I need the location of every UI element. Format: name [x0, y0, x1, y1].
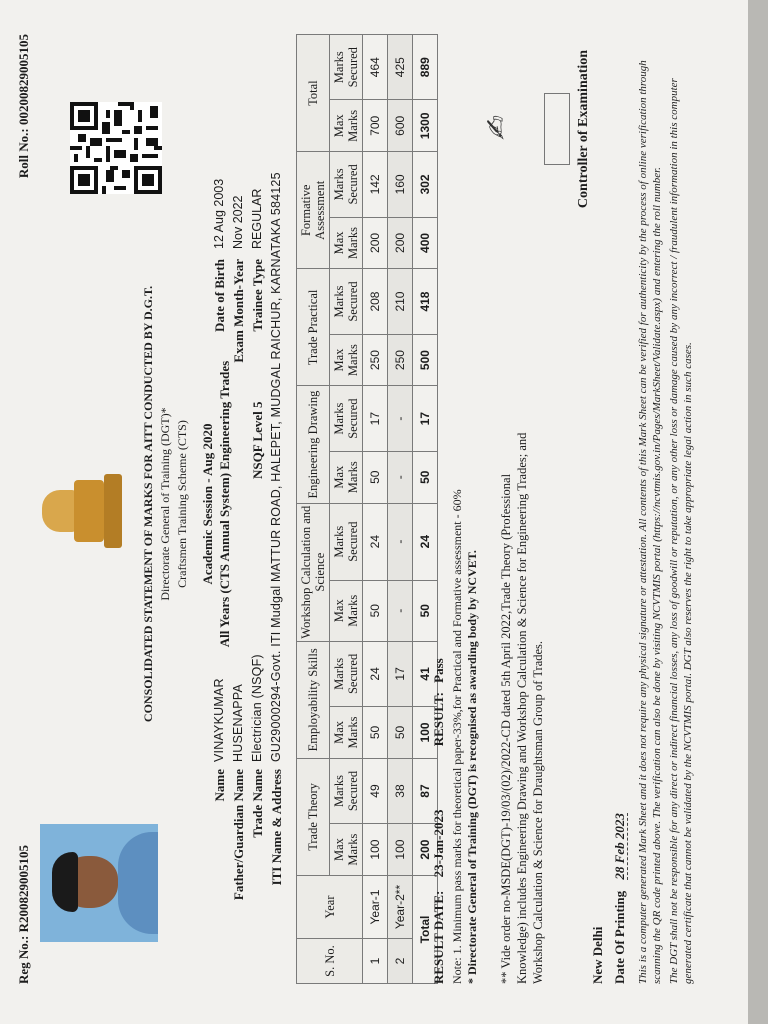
cell: 50 — [413, 451, 438, 503]
cell-year: Year-2** — [388, 876, 413, 939]
father-name: HUSENAPPA — [231, 684, 245, 762]
result-line — [430, 34, 448, 984]
nsqf-label: NSQF Level — [250, 411, 265, 479]
cell: 50 — [388, 707, 413, 759]
cell: 208 — [363, 269, 388, 334]
vide-order-note: ** Vide order no-MSDE(DGT)-19/03/(02)/2022-CD dated 5th April 2022,Trade Theory (Professional Knowledge) includes Engineering Drawing and Workshop Calculation & Science for Engineering Trades; and Workshop Calculation & Science for Draughtsman Group of Trades. — [499, 432, 545, 984]
trainee-label: Trainee Type — [250, 259, 265, 332]
table-sub-header — [330, 35, 363, 984]
signature-block — [480, 34, 592, 224]
nsqf-value: 5 — [250, 401, 265, 408]
sub-secured: Marks Secured — [330, 269, 363, 334]
cell: 500 — [413, 334, 438, 386]
seal-stamp-icon — [544, 93, 570, 165]
registration-number: Reg No.: R200829005105 — [16, 844, 31, 984]
cell: 24 — [363, 641, 388, 706]
result-date: 23-Jan-2023 — [431, 809, 446, 878]
sub-secured: Marks Secured — [330, 758, 363, 823]
cell: 250 — [363, 334, 388, 386]
cell: 700 — [363, 100, 388, 152]
pass-marks-note: Note: 1. Minimum pass marks for theoretical paper-33%,for Practical and Formative assessment - 60% — [450, 489, 464, 984]
father-label: Father/Guardian Name — [231, 769, 246, 901]
cell-sno: 2 — [388, 939, 413, 984]
table-row — [363, 35, 388, 984]
cell: - — [388, 451, 413, 503]
result-label: RESULT: — [431, 692, 446, 747]
cell: 50 — [363, 451, 388, 503]
cell: 17 — [363, 386, 388, 451]
cell: 87 — [413, 758, 438, 823]
sub-max: Max Marks — [330, 707, 363, 759]
cell: 1300 — [413, 100, 438, 152]
cell-sno: 1 — [363, 939, 388, 984]
iti-label: ITI Name & Address — [269, 769, 284, 886]
disclaimer-liability: The DGT shall not be responsible for any direct or indirect financial losses, any loss of goodwill or reputation, or any other loss or damage caused by any incorrect / fraudulent information in this computer generated certificate that cannot be validated by the NCVTMIS portal. DGT also reserves the right to take appropriate legal action in such cases. — [668, 78, 694, 984]
sub-max: Max Marks — [330, 100, 363, 152]
trainee-value: REGULAR — [250, 188, 264, 249]
col-trade-theory: Trade Theory — [297, 758, 330, 875]
academic-session: Academic Session - Aug 2020 — [200, 423, 215, 585]
sub-secured: Marks Secured — [330, 641, 363, 706]
sub-max: Max Marks — [330, 217, 363, 269]
result-value: Pass — [431, 658, 446, 683]
cell: 200 — [363, 217, 388, 269]
directorate-name: Directorate General of Training (DGT)* — [158, 407, 172, 601]
cell: 400 — [413, 217, 438, 269]
notes-block — [450, 34, 480, 984]
national-emblem-icon — [42, 466, 128, 556]
printing-date-line — [612, 813, 628, 984]
sub-max: Max Marks — [330, 451, 363, 503]
nsqf-level — [248, 401, 267, 479]
cell: 600 — [388, 100, 413, 152]
printing-date: 28 Feb 2023 — [612, 813, 627, 880]
sub-secured: Marks Secured — [330, 503, 363, 580]
candidate-photo — [40, 824, 158, 942]
cell: 160 — [388, 152, 413, 217]
trades-subtitle: All Years (CTS Annual System) Engineering Trades — [217, 360, 232, 648]
scheme-name: Craftsmen Training Scheme (CTS) — [175, 420, 189, 588]
trade-label: Trade Name — [250, 769, 265, 838]
verification-qr-icon — [70, 102, 162, 194]
sub-max: Max Marks — [330, 334, 363, 386]
cell: 425 — [388, 35, 413, 100]
marks-table — [296, 34, 438, 984]
cell: 302 — [413, 152, 438, 217]
sub-max: Max Marks — [330, 824, 363, 876]
candidate-name: VINAYKUMAR — [212, 678, 226, 762]
cell: 50 — [413, 580, 438, 641]
col-formative: Formative Assessment — [297, 152, 330, 269]
dob-label: Date of Birth — [212, 259, 227, 332]
result-date-label: RESULT DATE: — [431, 890, 446, 984]
cell: 38 — [388, 758, 413, 823]
iti-address: GU29000294-Govt. ITI Mudgal MATTUR ROAD, HALEPET, MUDGAL RAICHUR, KARNATAKA 584125 — [269, 172, 283, 762]
name-label: Name — [212, 769, 227, 802]
cell-total-label: Total — [413, 876, 438, 984]
col-eng-drawing: Engineering Drawing — [297, 386, 330, 503]
cell: 418 — [413, 269, 438, 334]
cell: 49 — [363, 758, 388, 823]
cell: 50 — [363, 707, 388, 759]
candidate-details — [210, 34, 286, 984]
cell: 50 — [363, 580, 388, 641]
cell: 17 — [413, 386, 438, 451]
cell: 250 — [388, 334, 413, 386]
dob-value: 12 Aug 2003 — [212, 178, 226, 249]
col-sno: S. No. — [297, 939, 363, 984]
col-year: Year — [297, 876, 363, 939]
cell: 200 — [388, 217, 413, 269]
cell: 24 — [363, 503, 388, 580]
cell: 41 — [413, 641, 438, 706]
controller-title: Controller of Examination — [576, 49, 591, 209]
cell: 100 — [388, 824, 413, 876]
sub-secured: Marks Secured — [330, 35, 363, 100]
printing-label: Date Of Printing — [612, 890, 627, 984]
cell-year: Year-1 — [363, 876, 388, 939]
cell: - — [388, 580, 413, 641]
exam-label: Exam Month-Year — [231, 259, 246, 363]
col-workshop: Workshop Calculation and Science — [297, 503, 330, 641]
cell: 142 — [363, 152, 388, 217]
exam-value: Nov 2022 — [231, 195, 245, 249]
cell: - — [388, 503, 413, 580]
cell: 17 — [388, 641, 413, 706]
sub-max: Max Marks — [330, 580, 363, 641]
cell: 464 — [363, 35, 388, 100]
cell: 100 — [363, 824, 388, 876]
disclaimer — [636, 34, 698, 984]
col-employability: Employability Skills — [297, 641, 330, 758]
cell: 24 — [413, 503, 438, 580]
registration-row — [16, 34, 36, 984]
col-total: Total — [297, 35, 330, 152]
cell: 100 — [413, 707, 438, 759]
cell: - — [388, 386, 413, 451]
col-trade-practical: Trade Practical — [297, 269, 330, 386]
trade-name: Electrician (NSQF) — [250, 654, 264, 762]
table-group-header — [297, 35, 330, 984]
cell: 200 — [413, 824, 438, 876]
table-row — [388, 35, 413, 984]
roll-number: Roll No.: 00200829005105 — [16, 34, 31, 179]
sub-secured: Marks Secured — [330, 152, 363, 217]
disclaimer-verification: This is a computer generated Mark Sheet and it does not require any physical signature or attestation. All contents of this Mark Sheet can be verified for authenticity by the process of online verification through scanning the QR code printed above. The verification can also be done by visiting NCVTMIS portal (https://ncvtmis.gov.in/Pages/MarkSheet/Validate.aspx) and entering the roll number. — [637, 60, 663, 984]
signature-image: ✍︎ — [480, 117, 513, 141]
scan-edge — [748, 0, 768, 1024]
place: New Delhi — [590, 926, 605, 984]
cell: 210 — [388, 269, 413, 334]
sub-secured: Marks Secured — [330, 386, 363, 451]
cell: 889 — [413, 35, 438, 100]
statement-title: CONSOLIDATED STATEMENT OF MARKS FOR AITT CONDUCTED BY D.G.T. — [141, 285, 155, 723]
awarding-body-note: * Directorate General of Training (DGT) is recognised as awarding body by NCVET. — [465, 550, 479, 984]
